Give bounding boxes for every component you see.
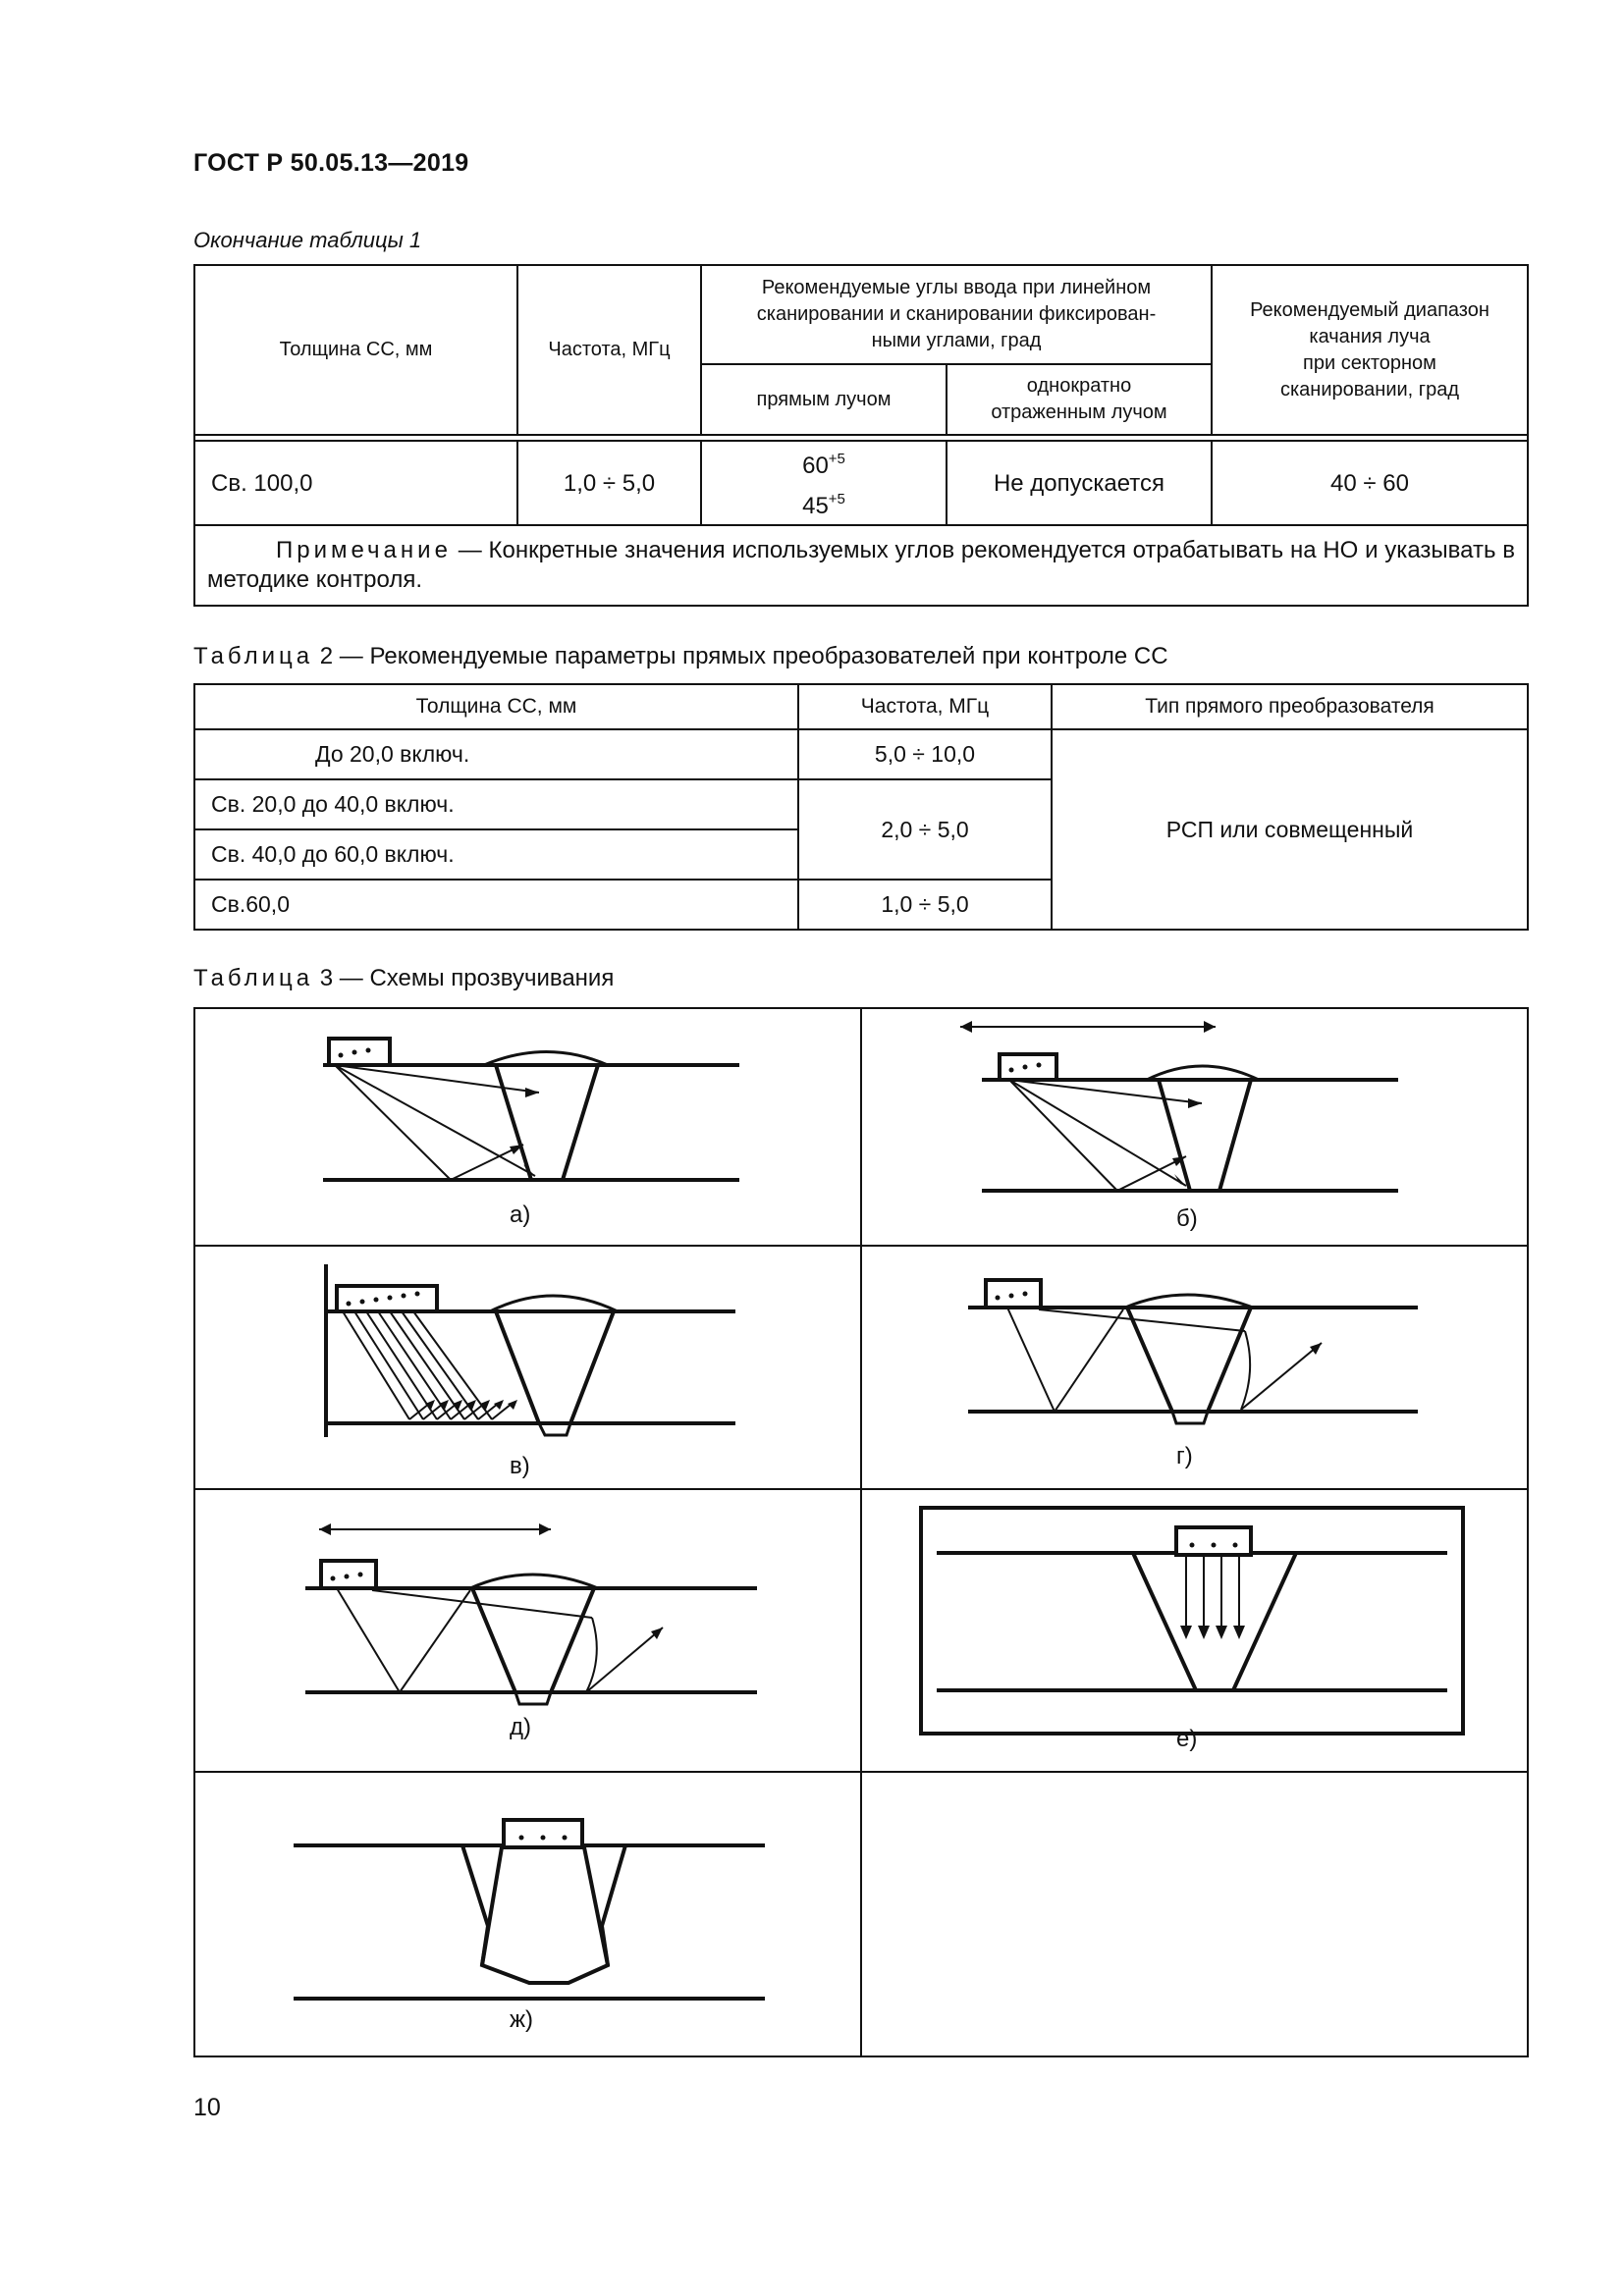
t2-row1-thickness: До 20,0 включ. — [194, 729, 798, 779]
scheme-g-label: г) — [1176, 1443, 1193, 1469]
t1-note-text: — Конкретные значения используемых углов рекомендуется отрабатывать на НО и указывать в методике контроля. — [207, 537, 1515, 593]
document-header: ГОСТ Р 50.05.13—2019 — [193, 149, 469, 177]
t2-row2-thickness: Св. 20,0 до 40,0 включ. — [194, 779, 798, 829]
scheme-e-cell — [861, 1489, 1528, 1772]
t1-cell-frequency: 1,0 ÷ 5,0 — [517, 441, 701, 525]
t1-range-line3: при секторном — [1303, 351, 1436, 374]
table3-caption: Таблица 3 — Схемы прозвучивания — [193, 965, 615, 991]
t1-header-frequency: Частота, МГц — [517, 265, 701, 435]
table2 — [193, 683, 1529, 931]
t2-row2-frequency: 2,0 ÷ 5,0 — [798, 779, 1052, 880]
t2-header-frequency: Частота, МГц — [798, 684, 1052, 729]
scheme-v-cell — [194, 1246, 861, 1489]
t2-header-type: Тип прямого преобразователя — [1052, 684, 1528, 729]
scheme-g-cell — [861, 1246, 1528, 1489]
t1-cell-direct — [701, 441, 947, 525]
t1-header-range — [1212, 265, 1528, 435]
page-number: 10 — [193, 2094, 221, 2121]
t2-row4-frequency: 1,0 ÷ 5,0 — [798, 880, 1052, 930]
t1-range-line4: сканировании, град — [1279, 378, 1459, 400]
scheme-zh-cell — [194, 1772, 861, 2056]
t1-reflected-line1: однократно — [1026, 375, 1132, 397]
t1-note-label: Примечание — [276, 537, 452, 563]
t1-range-line2: качания луча — [1309, 325, 1431, 347]
table3 — [193, 1007, 1529, 2057]
t1-cell-range: 40 ÷ 60 — [1212, 441, 1528, 525]
t1-reflected-line2: отраженным лучом — [991, 401, 1167, 423]
t1-header-reflected — [947, 364, 1212, 435]
t1-cell-reflected: Не допускается — [947, 441, 1212, 525]
scheme-g-diagram — [862, 1247, 1525, 1488]
scheme-zh-label: ж) — [510, 2006, 534, 2033]
t2-row1-frequency: 5,0 ÷ 10,0 — [798, 729, 1052, 779]
t2-type-value: РСП или совмещенный — [1052, 729, 1528, 930]
scheme-v-label: в) — [510, 1453, 530, 1479]
t2-header-thickness: Толщина СС, мм — [194, 684, 798, 729]
t1-cell-thickness: Св. 100,0 — [194, 441, 517, 525]
t2-row3-thickness: Св. 40,0 до 60,0 включ. — [194, 829, 798, 880]
t1-direct-60: $60^{+5}$ — [802, 451, 845, 479]
t1-angles-line2: сканировании и сканировании фиксирован- — [756, 303, 1157, 325]
table2-caption: Таблица 2 — Рекомендуемые параметры прямых преобразователей при контроле СС — [193, 643, 1168, 669]
t1-angles-line1: Рекомендуемые углы ввода при линейном — [761, 277, 1152, 298]
t1-angles-line3: ными углами, град — [871, 330, 1042, 351]
table1-continuation-caption: Окончание таблицы 1 — [193, 228, 422, 252]
t2-row4-thickness: Св.60,0 — [194, 880, 798, 930]
table1 — [193, 264, 1529, 607]
scheme-b-label: б) — [1176, 1205, 1198, 1232]
scheme-a-cell — [194, 1008, 861, 1246]
t1-header-direct: прямым лучом — [701, 364, 947, 435]
scheme-b-cell — [861, 1008, 1528, 1246]
scheme-d-cell — [194, 1489, 861, 1772]
t1-note — [194, 525, 1528, 606]
t1-range-line1: Рекомендуемый диапазон — [1250, 298, 1489, 321]
scheme-e-label: е) — [1176, 1726, 1198, 1752]
t1-header-thickness: Толщина СС, мм — [194, 265, 517, 435]
table3-empty-cell — [861, 1772, 1528, 2056]
t1-direct-45: $45^{+5}$ — [802, 491, 845, 519]
scheme-a-label: а) — [510, 1201, 531, 1228]
scheme-d-label: д) — [510, 1714, 531, 1740]
t1-header-angles-group — [701, 265, 1212, 364]
